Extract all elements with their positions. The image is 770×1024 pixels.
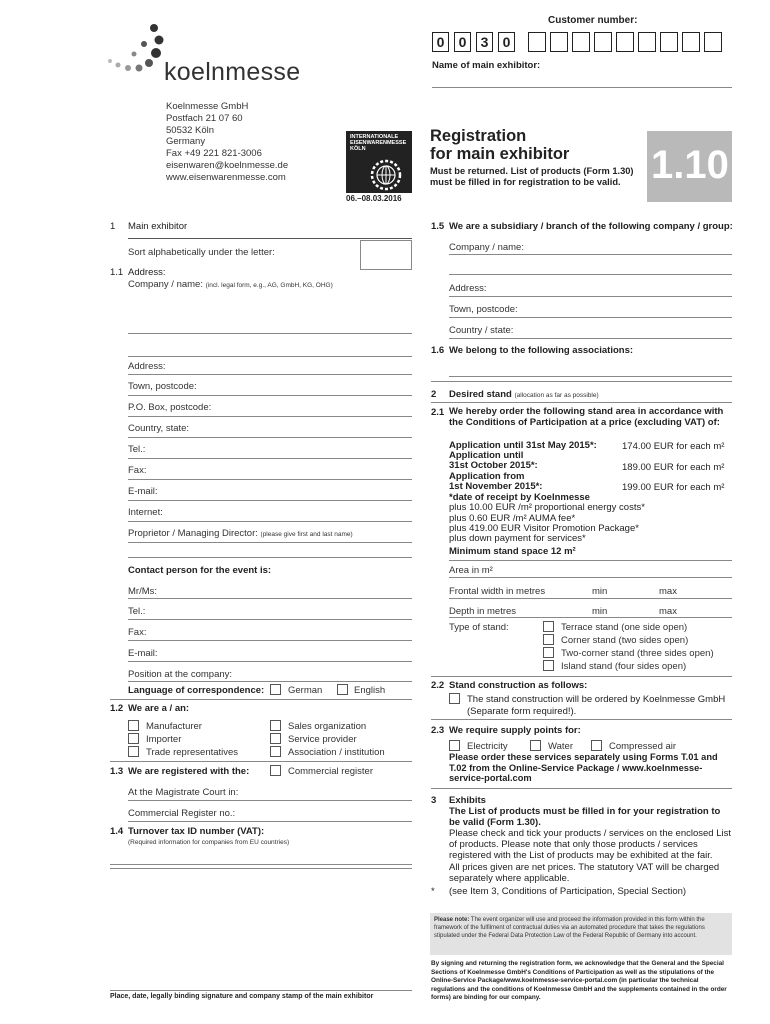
section-1-2-number: 1.2	[110, 703, 124, 714]
page-title-line1: Registration	[430, 127, 527, 145]
section-2-2-title: Stand construction as follows:	[449, 680, 588, 691]
frontal-width-label: Frontal width in metres	[449, 586, 546, 597]
title-note: Must be returned. List of products (Form 1.30) must be filled in for registration to be valid.	[430, 166, 634, 187]
po-box-label: P.O. Box, postcode:	[128, 402, 212, 413]
frontal-min-label: min	[592, 586, 608, 597]
signature-line[interactable]	[110, 990, 412, 991]
english-label: English	[354, 685, 386, 696]
section-2-2-number: 2.2	[431, 680, 445, 691]
address-line: Koelnmesse GmbH	[166, 101, 249, 112]
section-1-4-number: 1.4	[110, 826, 124, 837]
customer-digit-8[interactable]	[594, 32, 612, 52]
proprietor-label-text: Proprietor / Managing Director:	[128, 528, 258, 539]
two-corner-stand-label: Two-corner stand (three sides open)	[561, 648, 714, 659]
associations-field-2[interactable]	[431, 381, 732, 382]
divider	[431, 676, 732, 677]
plus-line: plus 0.60 EUR /m² AUMA fee*	[449, 513, 576, 524]
form-number: 1.10	[651, 143, 729, 187]
event-dates: 06.–08.03.2016	[346, 194, 402, 203]
commercial-register-checkbox[interactable]	[270, 765, 281, 776]
contact-fax-field[interactable]	[128, 640, 412, 641]
section-2-3-title: We require supply points for:	[449, 725, 581, 736]
town-postcode-label: Town, postcode:	[128, 381, 197, 392]
customer-number-label: Customer number:	[548, 15, 638, 26]
divider	[128, 238, 412, 239]
address-line: Germany	[166, 136, 206, 148]
contact-email-label: E-mail:	[128, 648, 158, 659]
parent-country-label: Country / state:	[449, 325, 514, 336]
note-bold: Please note:	[434, 917, 470, 923]
plus-line: plus 419.00 EUR Visitor Promotion Package*	[449, 523, 639, 534]
address-line: Postfach 21 07 60	[166, 112, 243, 124]
company-name-label	[128, 279, 333, 290]
section-3-title: Exhibits	[449, 795, 486, 806]
customer-digit-12[interactable]	[682, 32, 700, 52]
customer-digit-13[interactable]	[704, 32, 722, 52]
tel-label: Tel.:	[128, 444, 146, 455]
service-provider-checkbox[interactable]	[270, 733, 281, 744]
section-1-5-title: We are a subsidiary / branch of the following company / group:	[449, 221, 733, 232]
vat-hint: (Required information for companies from EU countries)	[128, 839, 290, 846]
depth-field[interactable]	[449, 617, 732, 618]
terrace-stand-label: Terrace stand (one side open)	[561, 622, 688, 633]
parent-town-field[interactable]	[449, 317, 732, 318]
section-1-5-number: 1.5	[431, 221, 445, 232]
parent-company-label: Company / name:	[449, 242, 524, 253]
town-postcode-field[interactable]	[128, 395, 412, 396]
contact-tel-label: Tel.:	[128, 606, 146, 617]
magistrate-court-field[interactable]	[128, 800, 412, 801]
organizer-address	[166, 101, 288, 184]
depth-label: Depth in metres	[449, 606, 517, 617]
section-1-title: Main exhibitor	[128, 221, 188, 232]
two-corner-stand-checkbox[interactable]	[543, 647, 554, 658]
company-name-label-text: Company / name:	[128, 279, 203, 290]
page-title-line2: for main exhibitor	[430, 145, 570, 163]
section-1-1-number: 1.1	[110, 267, 124, 278]
section-2-3-number: 2.3	[431, 725, 445, 736]
address-line: 50532 Köln	[166, 124, 215, 136]
contact-mr-ms-field[interactable]	[128, 598, 412, 599]
stand-construction-checkbox[interactable]	[449, 693, 460, 704]
parent-country-field[interactable]	[449, 338, 732, 339]
divider	[431, 719, 732, 720]
event-badge	[346, 131, 412, 193]
customer-digit-9[interactable]	[616, 32, 634, 52]
plus-line: plus 10.00 EUR /m² proportional energy costs*	[449, 502, 645, 513]
section-2-title-text: Desired stand	[449, 389, 512, 400]
commercial-register-label: Commercial register	[288, 766, 373, 777]
contact-position-label: Position at the company:	[128, 669, 233, 680]
english-checkbox[interactable]	[337, 684, 348, 695]
supply-note: Please order these services separately using Forms T.01 and T.02 from the Online-Service Package / www.koelnmesse-service-portal.com	[449, 752, 718, 783]
proprietor-field-2[interactable]	[128, 557, 412, 558]
divider	[431, 788, 732, 789]
exhibits-required-note: The List of products must be filled in for your registration to be valid (Form 1.30).	[449, 806, 721, 828]
service-provider-label: Service provider	[288, 734, 357, 745]
manufacturer-checkbox[interactable]	[128, 720, 139, 731]
proprietor-field[interactable]	[128, 542, 412, 543]
section-1-3-number: 1.3	[110, 766, 124, 777]
magistrate-court-label: At the Magistrate Court in:	[128, 787, 239, 798]
company-name-field-2[interactable]	[128, 356, 412, 357]
fax-field[interactable]	[128, 479, 412, 480]
note-text: The event organizer will use and proceed the information provided in this form within the framework of the fulfilment of contractual duties via an automated procedure that takes the regulations stipulated under the Federal Data Protection Law of the Federal Republic of Germany into account.	[434, 917, 705, 939]
corner-stand-checkbox[interactable]	[543, 634, 554, 645]
register-number-label: Commercial Register no.:	[128, 808, 236, 819]
section-2-number: 2	[431, 389, 437, 400]
contact-email-field[interactable]	[128, 661, 412, 662]
form-number-box	[647, 131, 732, 202]
terrace-stand-checkbox[interactable]	[543, 621, 554, 632]
address-line: eisenwaren@koelnmesse.de	[166, 159, 289, 171]
contact-person-title: Contact person for the event is:	[128, 565, 272, 576]
contact-tel-field[interactable]	[128, 619, 412, 620]
receipt-note: *date of receipt by Koelnmesse	[449, 492, 590, 503]
parent-company-field-2[interactable]	[449, 274, 732, 275]
parent-address-label: Address:	[449, 283, 487, 294]
electricity-checkbox[interactable]	[449, 740, 460, 751]
vat-field-2[interactable]	[110, 868, 412, 869]
proprietor-label	[128, 528, 353, 539]
german-label: German	[288, 685, 323, 696]
parent-town-label: Town, postcode:	[449, 304, 518, 315]
badge-line: EISENWARENMESSE	[350, 140, 407, 146]
koelnmesse-logo-text: koelnmesse	[164, 58, 301, 86]
price-value-2: 189.00 EUR for each m²	[622, 462, 725, 473]
badge-line: INTERNATIONALE	[350, 134, 399, 140]
divider	[431, 402, 732, 403]
address-field-label: Address:	[128, 361, 166, 372]
address-line: Fax +49 221 821-3006	[166, 148, 262, 160]
contact-fax-label: Fax:	[128, 627, 147, 638]
sort-letter-label: Sort alphabetically under the letter:	[128, 247, 275, 258]
register-number-field[interactable]	[128, 821, 412, 822]
water-label: Water	[548, 741, 573, 752]
manufacturer-label: Manufacturer	[146, 721, 202, 732]
language-label: Language of correspondence:	[128, 685, 265, 696]
price-label-3: Application from 1st November 2015*:	[449, 471, 543, 493]
contact-mr-ms-label: Mr/Ms:	[128, 586, 158, 597]
customer-digit-6[interactable]	[550, 32, 568, 52]
divider	[110, 699, 412, 700]
section-2-hint: (allocation as far as possible)	[514, 392, 599, 399]
importer-label: Importer	[146, 734, 182, 745]
customer-digit-4[interactable]: 0	[498, 32, 515, 52]
email-field[interactable]	[128, 500, 412, 501]
associations-field[interactable]	[449, 376, 732, 377]
island-stand-label: Island stand (four sides open)	[561, 661, 687, 672]
customer-digit-1[interactable]: 0	[432, 32, 449, 52]
frontal-max-label: max	[659, 586, 677, 597]
importer-checkbox[interactable]	[128, 733, 139, 744]
vat-note: All prices given are net prices. The statutory VAT will be charged separately where applicable.	[449, 862, 720, 884]
association-checkbox[interactable]	[270, 746, 281, 757]
customer-digit-5[interactable]	[528, 32, 546, 52]
section-1-6-title: We belong to the following associations:	[449, 345, 634, 356]
water-checkbox[interactable]	[530, 740, 541, 751]
email-label: E-mail:	[128, 486, 158, 497]
tel-field[interactable]	[128, 458, 412, 459]
depth-max-label: max	[659, 606, 677, 617]
corner-stand-label: Corner stand (two sides open)	[561, 635, 689, 646]
internet-field[interactable]	[128, 521, 412, 522]
compressed-air-checkbox[interactable]	[591, 740, 602, 751]
sales-organization-checkbox[interactable]	[270, 720, 281, 731]
area-label: Area in m²	[449, 565, 493, 576]
globe-gear-icon	[346, 157, 412, 193]
fax-label: Fax:	[128, 465, 147, 476]
price-label-2: Application until 31st October 2015*:	[449, 450, 538, 472]
po-box-field[interactable]	[128, 416, 412, 417]
minimum-stand-space: Minimum stand space 12 m²	[449, 546, 576, 557]
section-1-4-title: Turnover tax ID number (VAT):	[128, 826, 265, 837]
trade-representatives-label: Trade representatives	[146, 747, 239, 758]
divider	[449, 560, 732, 561]
sort-letter-field[interactable]	[360, 240, 412, 270]
main-exhibitor-name-label: Name of main exhibitor:	[432, 60, 541, 71]
frontal-width-field[interactable]	[449, 598, 732, 599]
footnote-text: (see Item 3, Conditions of Participation, Special Section)	[449, 886, 687, 897]
electricity-label: Electricity	[467, 741, 508, 752]
section-2-title	[449, 389, 599, 400]
divider	[110, 761, 412, 762]
contact-position-field[interactable]	[128, 681, 412, 682]
exhibits-text: Please check and tick your products / services on the enclosed List of products. Please note that only those products / services registered with the List of products may be exhibited at the fair.	[449, 828, 731, 861]
proprietor-hint: (please give first and last name)	[260, 531, 353, 538]
address-line: www.eisenwarenmesse.com	[166, 171, 286, 183]
vat-field[interactable]	[110, 864, 412, 865]
company-name-hint: (incl. legal form, e.g., AG, GmbH, KG, OHG)	[205, 282, 333, 289]
section-2-1-title: We hereby order the following stand area in accordance with the Conditions of Participation at a price (excluding VAT) of:	[449, 406, 724, 428]
customer-digit-2[interactable]: 0	[454, 32, 471, 52]
section-1-6-number: 1.6	[431, 345, 445, 356]
customer-digit-7[interactable]	[572, 32, 590, 52]
price-label-1: Application until 31st May 2015*:	[449, 440, 597, 451]
section-2-1-number: 2.1	[431, 407, 445, 418]
country-state-field[interactable]	[128, 437, 412, 438]
parent-company-field[interactable]	[449, 254, 732, 255]
parent-address-field[interactable]	[449, 296, 732, 297]
sales-organization-label: Sales organization	[288, 721, 367, 732]
address-field[interactable]	[128, 374, 412, 375]
compressed-air-label: Compressed air	[609, 741, 677, 752]
country-state-label: Country, state:	[128, 423, 190, 434]
section-3-number: 3	[431, 795, 437, 806]
footnote-star: *	[431, 886, 435, 897]
signing-acknowledgement: By signing and returning the registration form, we acknowledge that the General and the Special Sections of Koelnmesse GmbH's Conditions of Participation as well as the stipulations of the Online-Service Package/www.koelnmesse-service-portal.com (in particular the technical regulations and the conditions of Koelnmesse GmbH and the supplements contained in the order forms) are binding for our company.	[431, 960, 727, 1001]
stand-type-label: Type of stand:	[449, 622, 509, 633]
depth-min-label: min	[592, 606, 608, 617]
island-stand-checkbox[interactable]	[543, 660, 554, 671]
section-1-number: 1	[110, 221, 116, 232]
section-1-1-title: Address:	[128, 267, 166, 278]
company-name-field[interactable]	[128, 333, 412, 334]
customer-digit-3[interactable]: 3	[476, 32, 493, 52]
main-exhibitor-name-field[interactable]	[432, 87, 732, 88]
data-protection-note	[430, 913, 732, 955]
german-checkbox[interactable]	[270, 684, 281, 695]
trade-representatives-checkbox[interactable]	[128, 746, 139, 757]
signature-label: Place, date, legally binding signature and company stamp of the main exhibitor	[110, 993, 374, 1000]
section-1-3-title: We are registered with the:	[128, 766, 250, 777]
customer-digit-11[interactable]	[660, 32, 678, 52]
plus-line: plus down payment for services*	[449, 533, 586, 544]
area-field[interactable]	[449, 577, 732, 578]
stand-construction-text: The stand construction will be ordered by Koelnmesse GmbH (Separate form required!).	[467, 694, 726, 717]
price-value-1: 174.00 EUR for each m²	[622, 441, 725, 452]
price-value-3: 199.00 EUR for each m²	[622, 482, 725, 493]
association-label: Association / institution	[288, 747, 385, 758]
customer-digit-10[interactable]	[638, 32, 656, 52]
internet-label: Internet:	[128, 507, 163, 518]
section-1-2-title: We are a / an:	[128, 703, 190, 714]
badge-line: KÖLN	[350, 146, 366, 152]
